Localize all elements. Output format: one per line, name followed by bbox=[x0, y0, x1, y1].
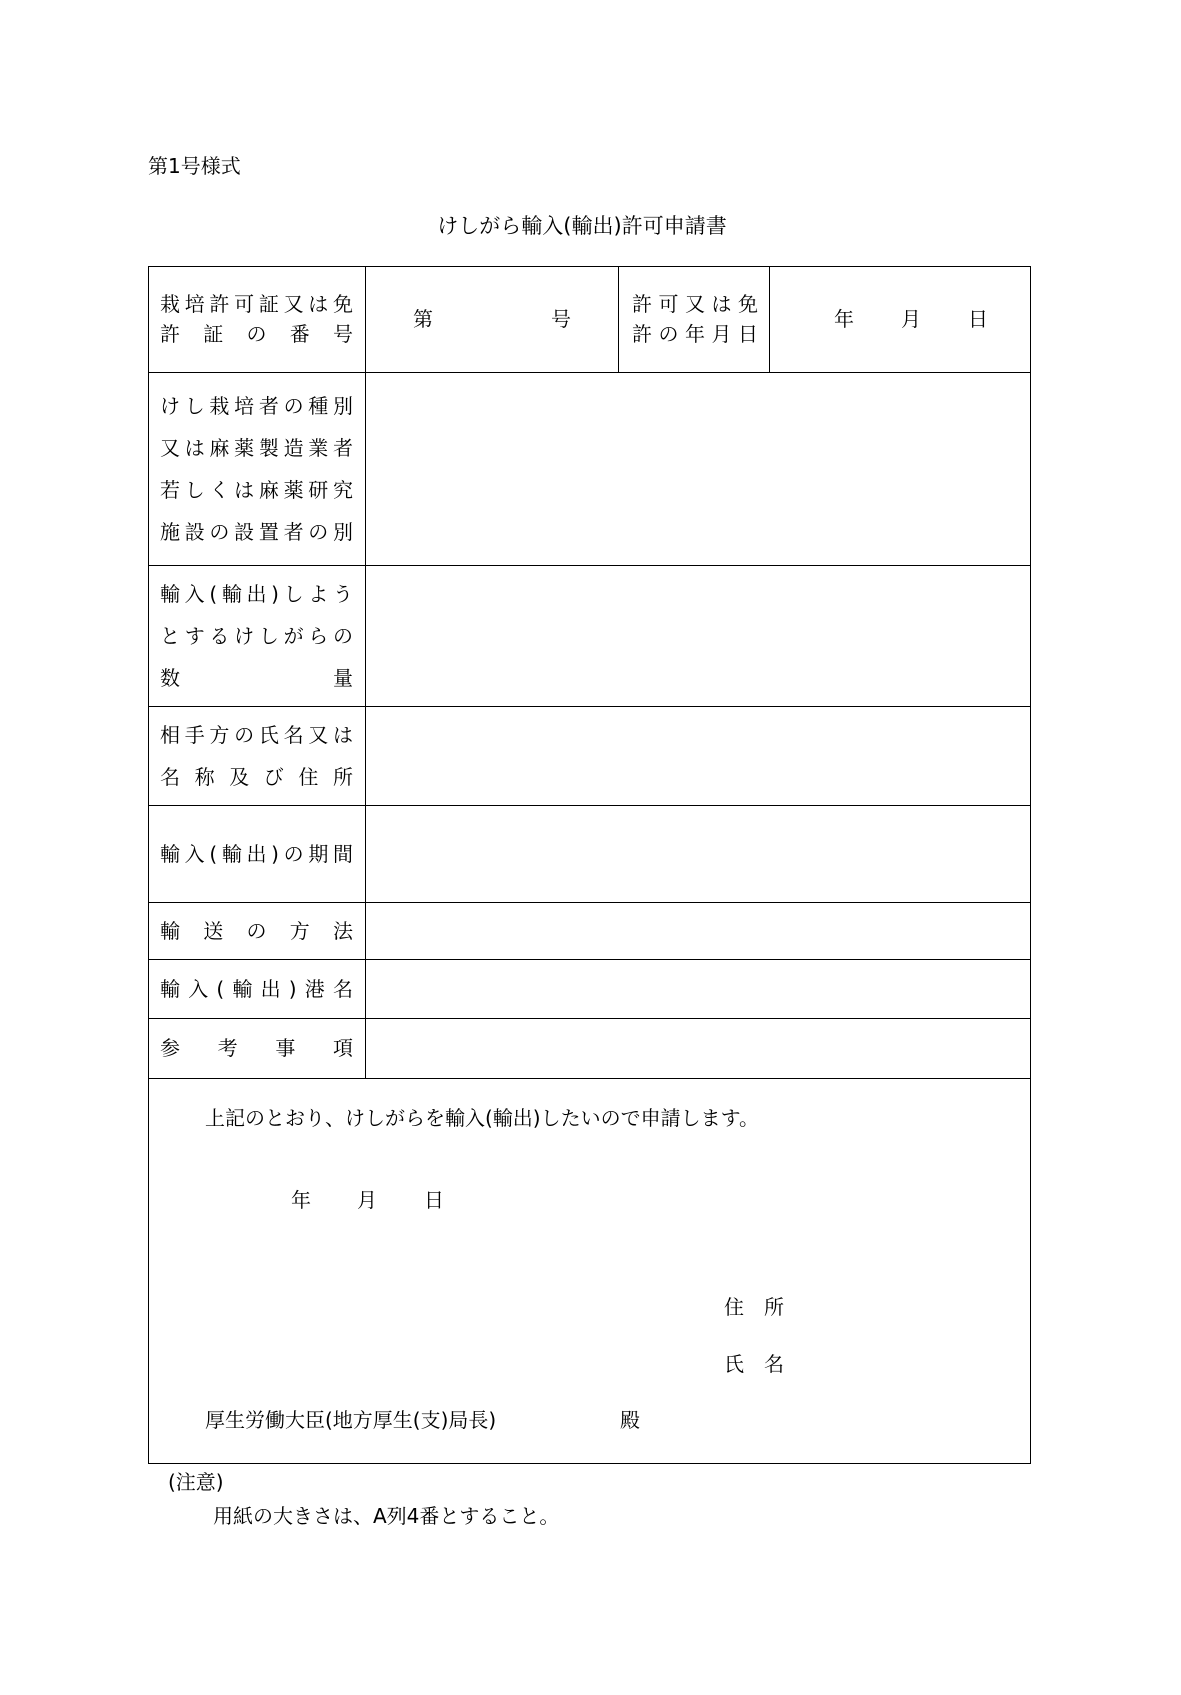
counterparty-label bbox=[160, 706, 353, 805]
label-line: 許の年月日 bbox=[632, 322, 758, 346]
remarks-label bbox=[160, 1018, 353, 1078]
notes-heading: (注意) bbox=[168, 1470, 224, 1494]
transport-method-label bbox=[160, 902, 353, 959]
transport-method-field[interactable] bbox=[366, 903, 1030, 959]
port-name-label bbox=[160, 959, 353, 1018]
year-label: 年 bbox=[834, 307, 854, 331]
quantity-field[interactable] bbox=[366, 566, 1030, 706]
label-line: 輸入(輸出)の期間 bbox=[160, 841, 353, 866]
quantity-label bbox=[160, 565, 353, 706]
license-date-field[interactable] bbox=[770, 267, 1030, 372]
label-line: 又は麻薬製造業者 bbox=[160, 435, 353, 460]
number-suffix: 号 bbox=[551, 307, 571, 331]
license-number-label bbox=[160, 266, 353, 372]
label-line: 輸入(輸出)港名 bbox=[160, 976, 353, 1001]
declaration-statement: 上記のとおり、けしがらを輸入(輸出)したいので申請します。 bbox=[205, 1106, 760, 1130]
label-line: 許可又は免 bbox=[632, 292, 758, 316]
counterparty-field[interactable] bbox=[366, 707, 1030, 805]
label-line: 輸入(輸出)しよう bbox=[160, 581, 353, 606]
port-name-field[interactable] bbox=[366, 960, 1030, 1018]
notes-text: 用紙の大きさは、A列4番とすること。 bbox=[213, 1504, 560, 1528]
label-line: 許証の番号 bbox=[160, 322, 353, 346]
honorific: 殿 bbox=[620, 1408, 640, 1432]
declaration-month: 月 bbox=[357, 1188, 377, 1212]
addressee: 厚生労働大臣(地方厚生(支)局長) bbox=[205, 1408, 497, 1432]
applicant-type-label bbox=[160, 372, 353, 565]
form-number: 第1号様式 bbox=[148, 154, 241, 178]
declaration-year: 年 bbox=[291, 1188, 311, 1212]
label-line: 名称及び住所 bbox=[160, 764, 353, 789]
license-number-field[interactable] bbox=[366, 267, 618, 372]
form-title: けしがら輸入(輸出)許可申請書 bbox=[437, 214, 727, 238]
applicant-type-field[interactable] bbox=[366, 373, 1030, 565]
label-line: 相手方の氏名又は bbox=[160, 722, 353, 747]
period-field[interactable] bbox=[366, 806, 1030, 902]
label-line: 参考事項 bbox=[160, 1036, 353, 1060]
label-line: 数量 bbox=[160, 665, 353, 690]
remarks-field[interactable] bbox=[366, 1019, 1030, 1078]
label-line: 若しくは麻薬研究 bbox=[160, 477, 353, 502]
number-prefix: 第 bbox=[413, 307, 433, 331]
day-label: 日 bbox=[968, 307, 988, 331]
label-line: けし栽培者の種別 bbox=[160, 393, 353, 418]
label-line: とするけしがらの bbox=[160, 623, 353, 648]
label-line: 輸送の方法 bbox=[160, 918, 353, 943]
address-label: 住 所 bbox=[724, 1295, 784, 1319]
period-label bbox=[160, 805, 353, 902]
label-line: 栽培許可証又は免 bbox=[160, 292, 353, 316]
month-label: 月 bbox=[901, 307, 921, 331]
name-label: 氏 名 bbox=[724, 1352, 784, 1376]
declaration-day: 日 bbox=[424, 1188, 444, 1212]
license-date-label bbox=[632, 266, 758, 372]
label-line: 施設の設置者の別 bbox=[160, 519, 353, 544]
